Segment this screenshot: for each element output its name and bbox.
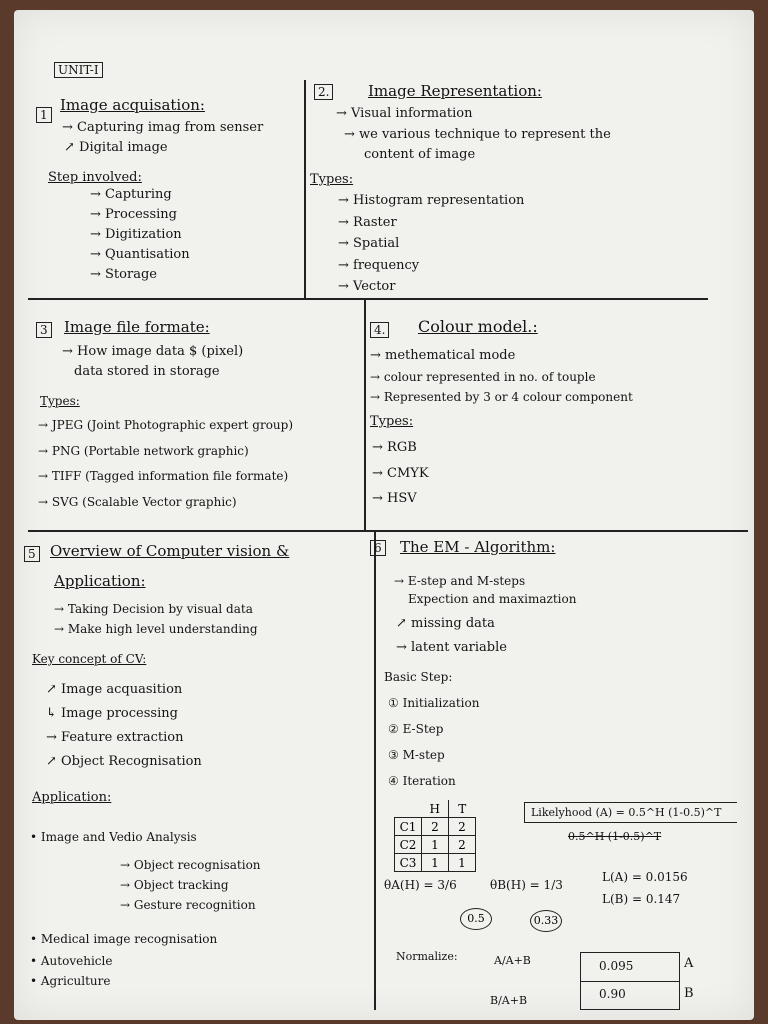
s1-bullet: ↗ Digital image [64, 140, 168, 155]
s1-title: Image acquisation: [60, 96, 205, 114]
likelihood-formula: Likelyhood (A) = 0.5^H (1-0.5)^T [531, 806, 722, 819]
theta-b-circled: 0.33 [530, 910, 562, 932]
s6-bullet: ↗ missing data [396, 616, 495, 631]
unit-label: UNIT-I [54, 62, 103, 78]
s6-basic-step: ② E-Step [388, 722, 444, 736]
likelihood-box [524, 802, 737, 823]
s5-app-label: Application: [32, 790, 112, 805]
s2-bullet: → we various technique to represent the [344, 127, 611, 142]
table-cell [395, 800, 422, 818]
s3-title: Image file formate: [64, 318, 210, 336]
s3-type: → JPEG (Joint Photographic expert group) [38, 418, 294, 432]
s5-key-label: Key concept of CV: [32, 652, 147, 666]
s2-type: → frequency [338, 258, 420, 273]
s5-key-item: ↗ Object Recognisation [46, 754, 202, 769]
s2-bullet: content of image [364, 147, 476, 162]
table-cell: C3 [395, 854, 422, 872]
table-header-cell: H [422, 800, 449, 818]
s5-app-sub: → Gesture recognition [120, 898, 256, 912]
table-header-row [395, 800, 476, 818]
s5-key-item: → Feature extraction [46, 730, 184, 745]
normalize-label: Normalize: [396, 950, 458, 963]
table-cell: 2 [449, 836, 476, 854]
s2-type: → Vector [338, 279, 396, 294]
divider-vertical-mid [364, 300, 366, 530]
theta-b: θB(H) = 1/3 [490, 878, 563, 892]
table-cell: 1 [422, 836, 449, 854]
s4-bullet: → Represented by 3 or 4 colour component [370, 390, 633, 404]
s3-number: 3 [36, 322, 52, 338]
table-cell: 2 [449, 818, 476, 836]
s3-types-label: Types: [40, 394, 80, 408]
table-cell: C2 [395, 836, 422, 854]
s5-key-item: ↳ Image processing [46, 706, 178, 721]
divider-horizontal-2 [28, 530, 748, 532]
s1-bullet: → Capturing imag from senser [62, 120, 264, 135]
normalize-a-tag: A [684, 956, 694, 971]
normalize-a-fraction: A/A+B [494, 954, 531, 967]
likelihood-a: L(A) = 0.0156 [602, 870, 688, 884]
s5-key-item: ↗ Image acquasition [46, 682, 183, 697]
s4-type: → RGB [372, 440, 417, 455]
s1-steps-label: Step involved: [48, 170, 142, 185]
s5-title-line2: Application: [54, 572, 146, 590]
s6-basic-label: Basic Step: [384, 670, 453, 684]
s4-type: → HSV [372, 491, 417, 506]
s2-type: → Histogram representation [338, 193, 525, 208]
result-divider [581, 981, 679, 982]
s5-bullet: → Make high level understanding [54, 622, 258, 636]
theta-a-circled: 0.5 [460, 908, 492, 930]
normalize-b-value: 0.90 [599, 987, 626, 1001]
normalize-b-tag: B [684, 986, 694, 1001]
s5-app-sub: → Object tracking [120, 878, 229, 892]
s5-number: 5 [24, 546, 40, 562]
s2-title: Image Representation: [368, 82, 542, 100]
s6-number: 6 [370, 540, 386, 556]
table-cell: 1 [422, 854, 449, 872]
s5-bullet: → Taking Decision by visual data [54, 602, 253, 616]
s6-basic-step: ① Initialization [388, 696, 480, 710]
s5-app-head: • Image and Vedio Analysis [30, 830, 197, 844]
s3-type: → TIFF (Tagged information file formate) [38, 469, 289, 483]
s4-number: 4. [370, 322, 389, 338]
s6-title: The EM - Algorithm: [400, 538, 556, 556]
em-coin-table [394, 800, 476, 872]
normalize-a-value: 0.095 [599, 959, 634, 973]
s3-bullet: data stored in storage [74, 364, 220, 379]
table-cell: 1 [449, 854, 476, 872]
s6-basic-step: ③ M-step [388, 748, 445, 762]
s1-step: → Digitization [90, 227, 182, 242]
s6-bullet: → latent variable [396, 640, 507, 655]
s2-number: 2. [314, 84, 333, 100]
s1-step: → Quantisation [90, 247, 190, 262]
normalize-b-fraction: B/A+B [490, 994, 528, 1007]
s2-type: → Raster [338, 215, 397, 230]
s6-bullet: → E-step and M-steps [394, 574, 526, 588]
s4-bullet: → colour represented in no. of touple [370, 370, 596, 384]
table-row [395, 818, 476, 836]
s2-type: → Spatial [338, 236, 400, 251]
table-row [395, 836, 476, 854]
s1-number: 1 [36, 107, 52, 123]
s4-bullet: → methematical mode [370, 348, 516, 363]
s4-type: → CMYK [372, 466, 429, 481]
s5-other: • Agriculture [30, 974, 111, 988]
normalize-result-box [580, 952, 680, 1010]
s2-bullet: → Visual information [336, 106, 473, 121]
divider-horizontal-1 [28, 298, 708, 300]
likelihood-struck: 0.5^H (1-0.5)^T [568, 830, 662, 843]
s3-type: → PNG (Portable network graphic) [38, 444, 249, 458]
s5-other: • Medical image recognisation [30, 932, 218, 946]
theta-a: θA(H) = 3/6 [384, 878, 457, 892]
table-header-cell: T [449, 800, 476, 818]
table-cell: C1 [395, 818, 422, 836]
divider-vertical-top [304, 80, 306, 298]
likelihood-b: L(B) = 0.147 [602, 892, 681, 906]
s3-type: → SVG (Scalable Vector graphic) [38, 495, 237, 509]
s4-types-label: Types: [370, 414, 414, 429]
notebook-page [14, 10, 754, 1020]
table-cell: 2 [422, 818, 449, 836]
table-row [395, 854, 476, 872]
s1-step: → Storage [90, 267, 157, 282]
s1-step: → Processing [90, 207, 177, 222]
divider-vertical-bottom [374, 530, 376, 1010]
s3-bullet: → How image data $ (pixel) [62, 344, 244, 359]
s2-types-label: Types: [310, 172, 354, 187]
s6-bullet: Expection and maximaztion [408, 592, 577, 606]
s6-basic-step: ④ Iteration [388, 774, 456, 788]
s5-other: • Autovehicle [30, 954, 113, 968]
s5-app-sub: → Object recognisation [120, 858, 261, 872]
s5-title: Overview of Computer vision & [50, 542, 290, 560]
s1-step: → Capturing [90, 187, 172, 202]
s4-title: Colour model.: [418, 317, 538, 336]
